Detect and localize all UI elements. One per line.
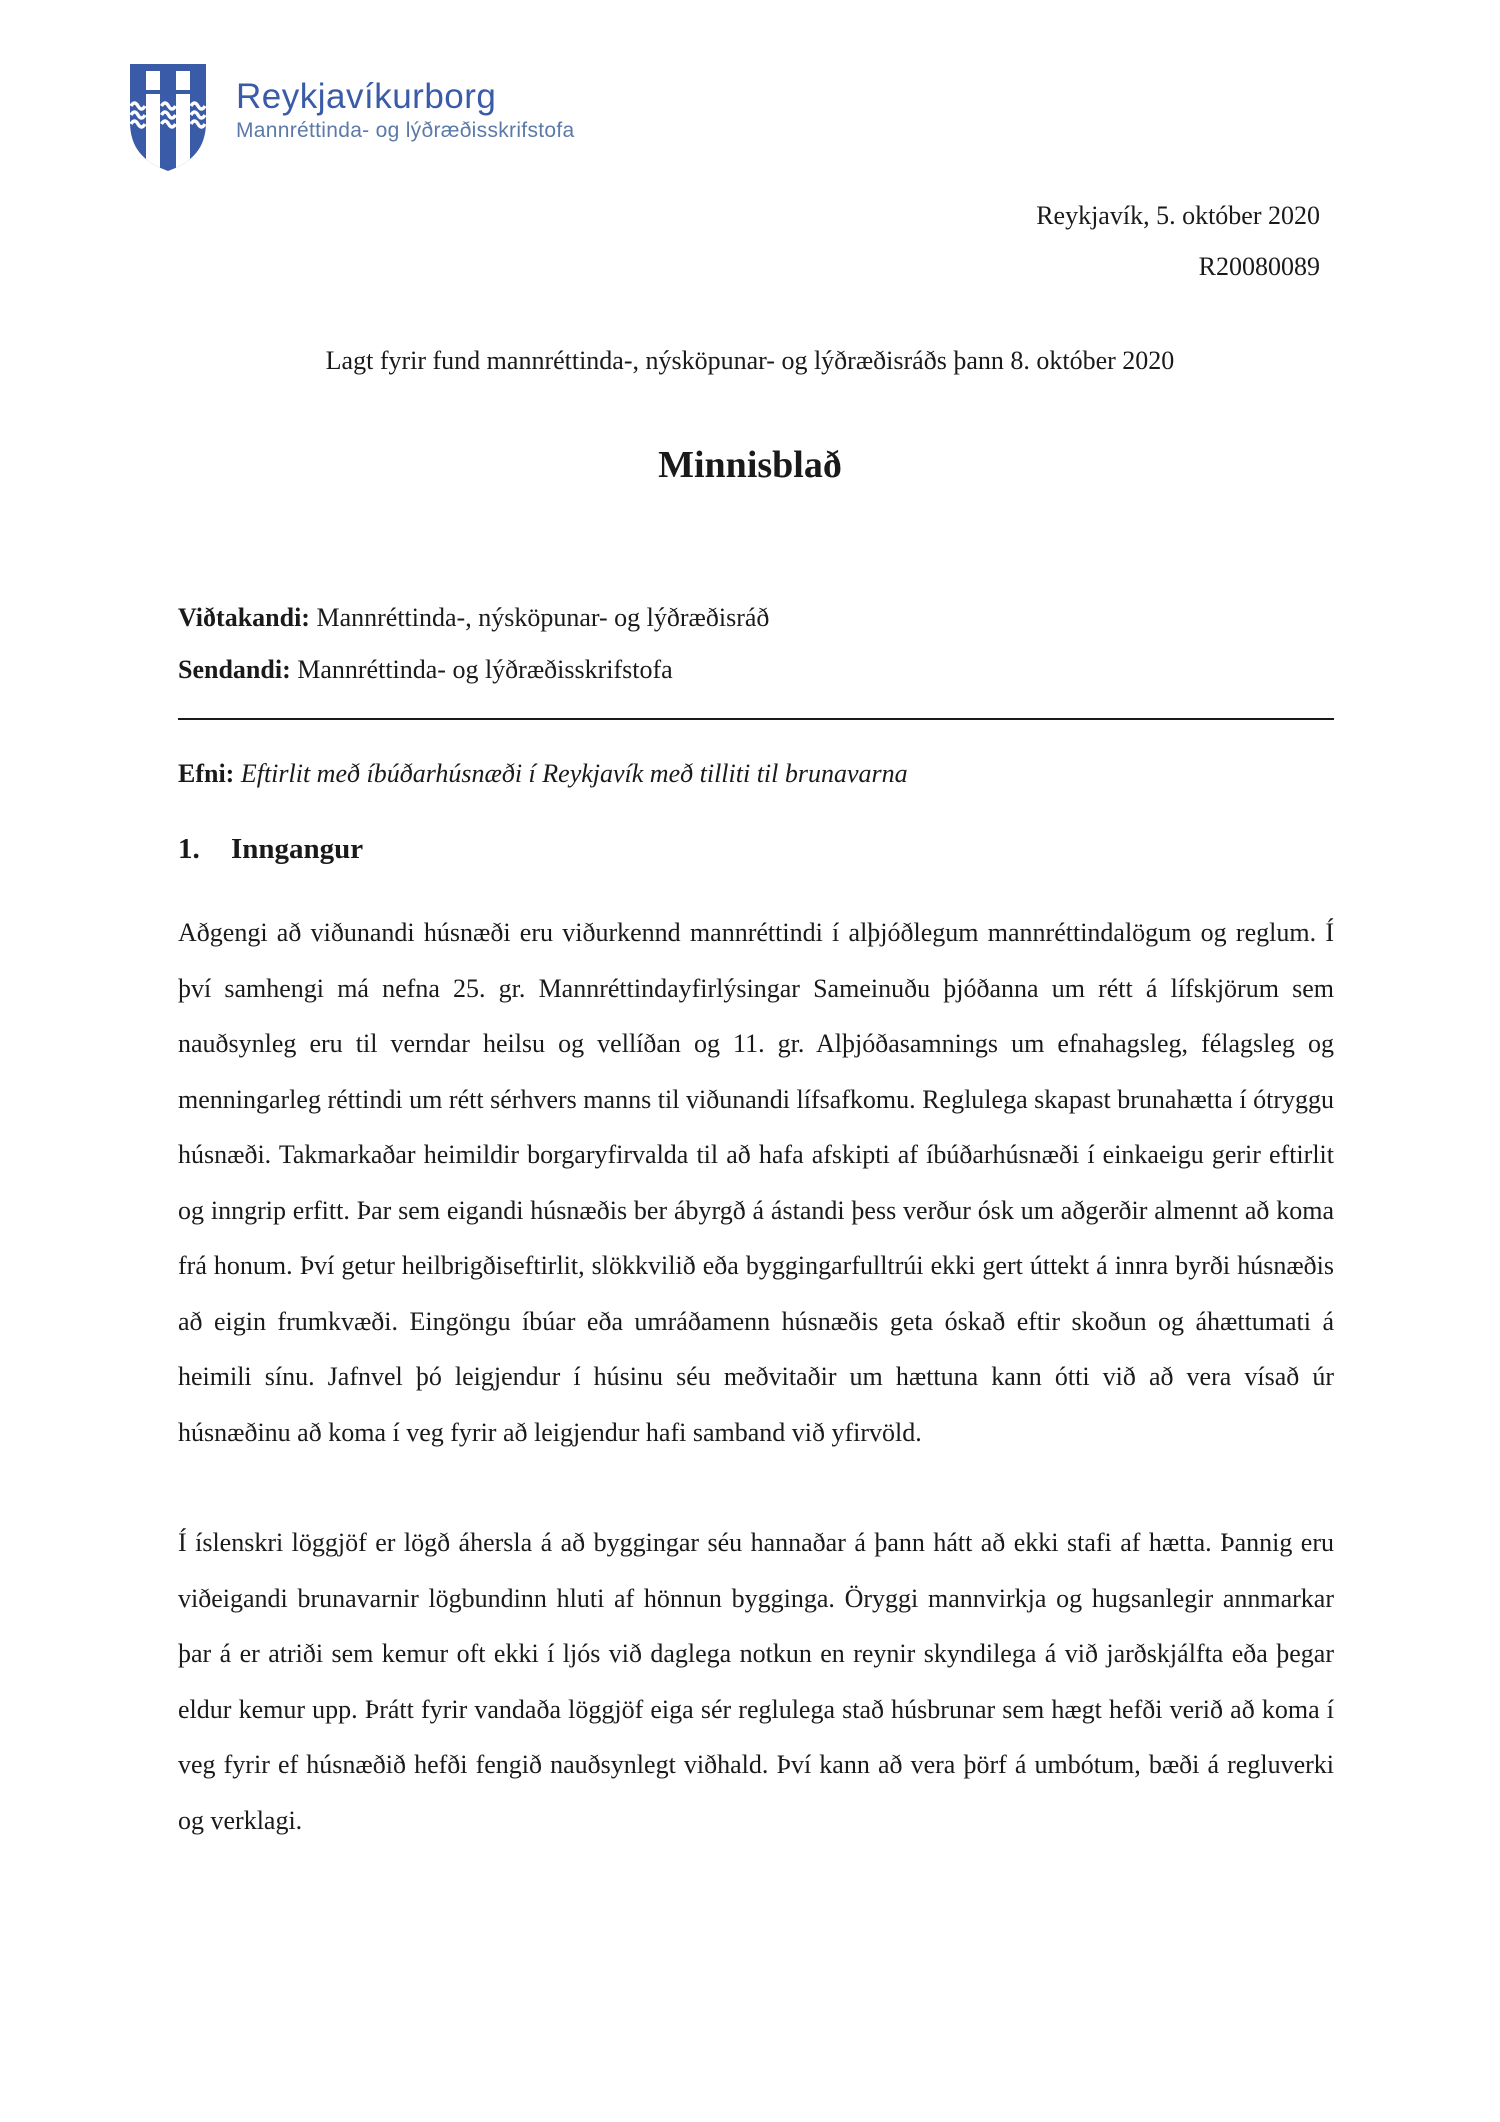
sender-line	[178, 644, 1334, 696]
org-logo	[130, 64, 574, 176]
paragraph: Í íslenskri löggjöf er lögð áhersla á að byggingar séu hannaðar á þann hátt að ekki stafi af hætta. Þannig eru viðeigandi brunavarnir lögbundinn hluti af hönnun bygginga. Öryggi mannvirkja og hugsanlegir annmarkar þar á er atriði sem kemur oft ekki í ljós við daglega notkun en reynir skyndilega á við jarðskjálfta eða þegar eldur kemur upp. Þrátt fyrir vandaða löggjöf eiga sér reglulega stað húsbrunar sem hægt hefði verið að koma í veg fyrir ef húsnæðið hefði fengið nauðsynlegt viðhald. Því kann að vera þörf á umbótum, bæði á regluverki og verklagi.	[178, 1528, 1334, 1835]
recipient-line	[178, 592, 1334, 644]
paragraph: Aðgengi að viðunandi húsnæði eru viðurkennd mannréttindi í alþjóðlegum mannréttindalögum og reglum. Í því samhengi má nefna 25. gr. Mannréttindayfirlýsingar Sameinuðu þjóðanna um rétt á lífskjörum sem nauðsynleg eru til verndar heilsu og vellíðan og 11. gr. Alþjóðasamnings um efnahagsleg, félagsleg og menningarleg réttindi um rétt sérhvers manns til viðunandi lífsafkomu. Reglulega skapast brunahætta í ótryggu húsnæði. Takmarkaðar heimildir borgaryfirvalda til að hafa afskipti af íbúðarhúsnæði í einkaeigu gerir eftirlit og inngrip erfitt. Þar sem eigandi húsnæðis ber ábyrgð á ástandi þess verður ósk um aðgerðir almennt að koma frá honum. Því getur heilbrigðiseftirlit, slökkvilið eða byggingarfulltrúi ekki gert úttekt á innra byrði húsnæðis að eigin frumkvæði. Eingöngu íbúar eða umráðamenn húsnæðis geta óskað eftir skoðun og áhættumati á heimili sínu. Jafnvel þó leigjendur í húsinu séu meðvitaðir um hættuna kann ótti við að vera vísað úr húsnæðinu að koma í veg fyrir að leigjendur hafi samband við yfirvöld.	[178, 918, 1334, 1447]
date-reference-block	[1036, 190, 1320, 292]
reykjavik-coat-of-arms-icon	[130, 64, 206, 176]
section-label: Inngangur	[231, 833, 364, 865]
body-text	[178, 905, 1334, 1848]
reference-number: R20080089	[1198, 252, 1320, 281]
place-date: Reykjavík, 5. október 2020	[1036, 201, 1320, 230]
divider-line	[178, 718, 1334, 720]
recipient-label: Viðtakandi:	[178, 603, 310, 632]
subject-label: Efni:	[178, 759, 235, 788]
sender-label: Sendandi:	[178, 655, 291, 684]
meta-block	[178, 592, 1334, 696]
section-number: 1.	[178, 833, 200, 865]
subject-value: Eftirlit með íbúðarhúsnæði í Reykjavík með tilliti til brunavarna	[240, 759, 908, 788]
section-heading	[178, 833, 1334, 866]
subject-line	[178, 748, 1334, 800]
recipient-value: Mannréttinda-, nýsköpunar- og lýðræðisráð	[316, 603, 770, 632]
presented-line: Lagt fyrir fund mannréttinda-, nýsköpunar- og lýðræðisráðs þann 8. október 2020	[325, 346, 1175, 375]
org-department: Mannréttinda- og lýðræðisskrifstofa	[236, 119, 575, 142]
document-title: Minnisblað	[658, 444, 842, 486]
sender-value: Mannréttinda- og lýðræðisskrifstofa	[297, 655, 673, 684]
org-name: Reykjavíkurborg	[236, 77, 497, 116]
